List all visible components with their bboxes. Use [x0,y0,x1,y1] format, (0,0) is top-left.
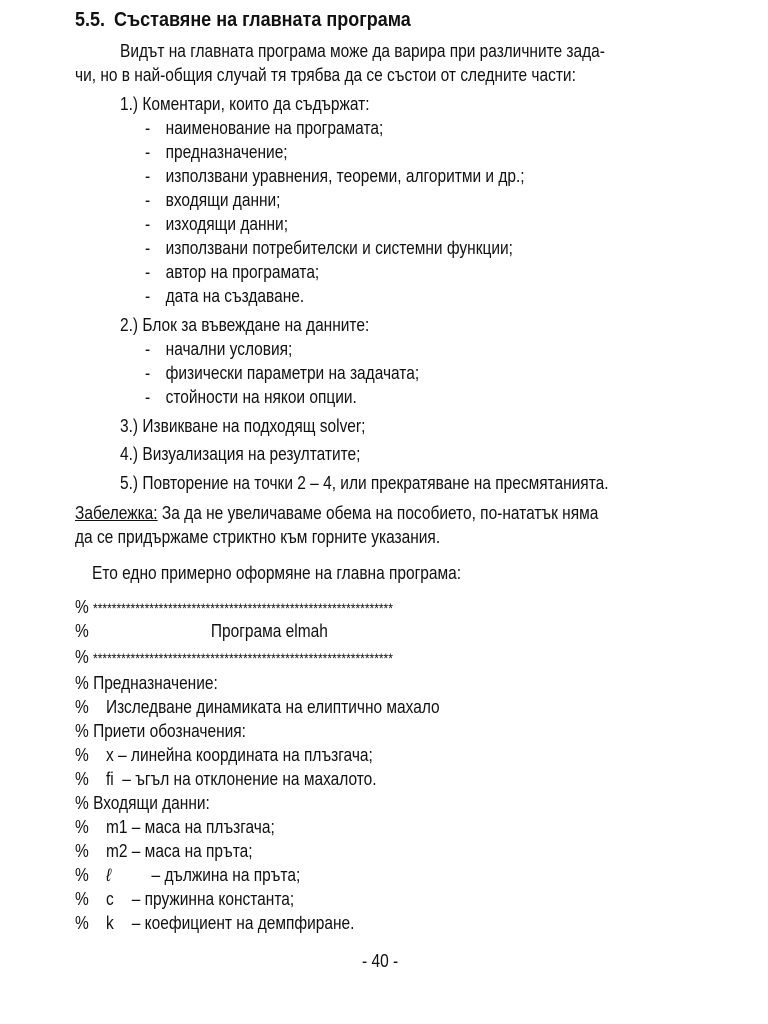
code-line-notation: % fi – ъгъл на отклонение на махалото. [75,769,377,789]
intro-line-2: чи, но в най-общия случай тя трябва да се състои от следните части: [75,65,576,85]
code-line-input: % m2 – маса на пръта; [75,841,253,861]
code-line-input: % ℓ – дължина на пръта; [75,865,301,885]
code-line-notation-header: % Приети обозначения: [75,721,246,741]
code-line-title: % Програма elmah [75,621,328,641]
list-item: - изходящи данни; [145,214,289,234]
intro-line-1: Видът на главната програма може да варира при различните зада- [120,41,605,61]
list-item: - наименование на програмата; [145,118,384,138]
code-line-input: % c – пружинна константа; [75,889,295,909]
section-title: Съставяне на главната програма [114,9,411,31]
list-item: - дата на създаване. [145,286,305,306]
code-line-input-header: % Входящи данни: [75,793,210,813]
list-item: - автор на програмата; [145,262,320,282]
section-heading [75,8,411,32]
item-4-label: 4.) Визуализация на резултатите; [120,444,361,464]
item-5-label: 5.) Повторение на точки 2 – 4, или прекратяване на пресмятанията. [120,473,609,493]
code-line-purpose-header: % Предназначение: [75,673,218,693]
item-1-label: 1.) Коментари, които да съдържат: [120,94,370,114]
page-number: - 40 - [362,951,399,971]
code-line-purpose-text: % Изследване динамиката на елиптично махало [75,697,440,717]
section-number: 5.5. [75,9,106,31]
item-3-label: 3.) Извикване на подходящ solver; [120,416,366,436]
list-item: - стойности на някои опции. [145,387,357,407]
code-line-stars-bottom: % **************************************************************** [75,647,393,667]
list-item: - предназначение; [145,142,288,162]
list-item: - използвани уравнения, теореми, алгоритми и др.; [145,166,525,186]
example-intro: Ето едно примерно оформяне на главна програма: [92,563,462,583]
item-2-label: 2.) Блок за въвеждане на данните: [120,315,370,335]
note-label: Забележка: [75,503,158,523]
list-item: - физически параметри на задачата; [145,363,420,383]
list-item: - използвани потребителски и системни функции; [145,238,513,258]
code-line-input: % k – коефициент на демпфиране. [75,913,355,933]
note-line-2: да се придържаме стриктно към горните указания. [75,527,441,547]
program-title: Програма elmah [210,621,328,641]
note-line-1: Забележка: За да не увеличаваме обема на пособието, по-нататък няма [75,503,599,523]
list-item: - начални условия; [145,339,293,359]
code-line-stars-top: % **************************************************************** [75,597,393,617]
code-line-input: % m1 – маса на плъзгача; [75,817,275,837]
code-line-notation: % x – линейна координата на плъзгача; [75,745,373,765]
list-item: - входящи данни; [145,190,281,210]
